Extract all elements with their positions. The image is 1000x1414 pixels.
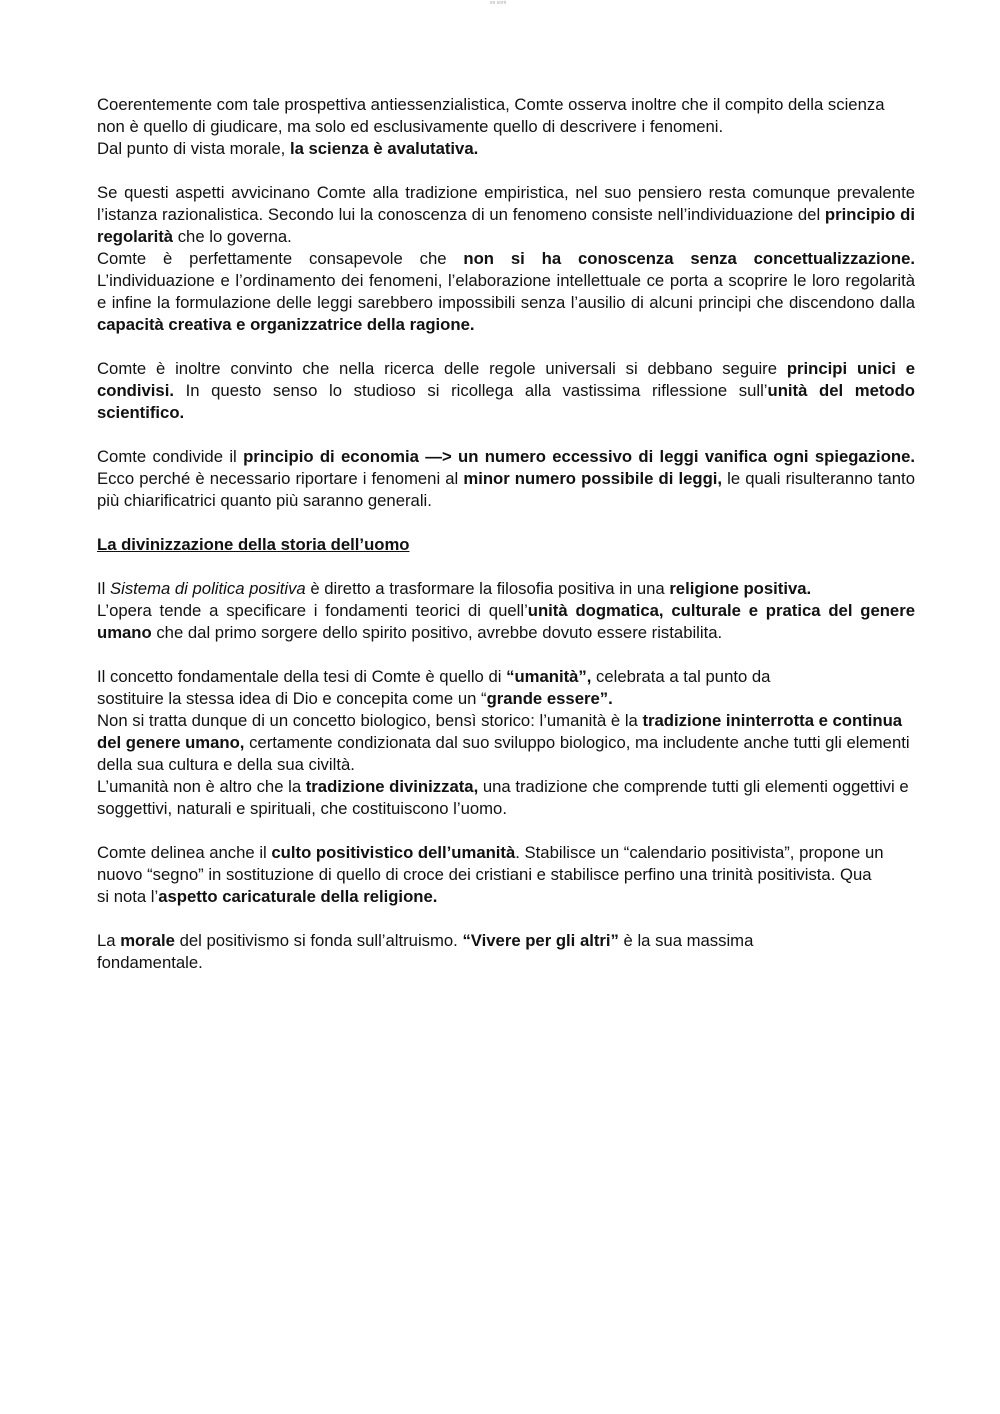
- bold-text-principio-regolarita: principio di regolarità: [97, 205, 915, 246]
- text-run: L’opera tende a specificare i fondamenti teorici di quell’: [97, 601, 528, 620]
- text-run: che dal primo sorgere dello spirito positivo, avrebbe dovuto essere ristabilita.: [151, 623, 723, 642]
- paragraph-principi-unici: [97, 358, 915, 424]
- document-page: [97, 94, 915, 996]
- italic-text-titolo-opera: Sistema di politica positiva: [109, 579, 306, 598]
- bold-text-umanita: “umanità”,: [506, 667, 592, 686]
- text-run: Comte è inoltre convinto che nella ricerca delle regole universali si debbano seguire: [97, 359, 787, 378]
- text-run: Comte condivide il: [97, 447, 244, 466]
- paragraph-scienza-descrittiva: [97, 94, 915, 160]
- text-run: In questo senso lo studioso si ricollega alla vastissima riflessione sull’: [173, 381, 768, 400]
- text-run: le quali risulteranno tanto più chiarificatrici quanto più saranno generali.: [97, 469, 915, 510]
- text-sistema-politica: [97, 578, 915, 600]
- paragraph-umanita: [97, 666, 915, 820]
- text-fondamenti-teorici: [97, 600, 915, 644]
- bold-text-culto-positivistico: culto positivistico dell’umanità: [271, 843, 516, 862]
- bold-text-morale: morale: [120, 931, 175, 950]
- header-mark: ex sorri: [490, 0, 507, 6]
- bold-text-minor-numero-leggi: minor numero possibile di leggi,: [463, 469, 723, 488]
- bold-text-tradizione-divinizzata: tradizione divinizzata,: [305, 777, 479, 796]
- text-run: . Stabilisce un “calendario positivista”, propone un nuovo “segno” in sostituzione di quello di croce dei cristiani e stabilisce perfino una trinità positivista. Qua si nota l’: [97, 843, 884, 906]
- text-run: una tradizione che comprende tutti gli elementi oggettivi e soggettivi, naturali e spirituali, che costituiscono l’uomo.: [97, 777, 909, 818]
- section-heading: La divinizzazione della storia dell’uomo: [97, 535, 410, 554]
- bold-text-grande-essere: grande essere”.: [486, 689, 613, 708]
- text-concetto-umanita: [97, 666, 915, 710]
- text-run: Il: [97, 579, 110, 598]
- text-run: Se questi aspetti avvicinano Comte alla tradizione empiristica, nel suo pensiero resta comunque prevalente l’istanza razionalistica. Secondo lui la conoscenza di un fenomeno consiste nell’individuazione del: [97, 183, 915, 224]
- text-scienza-compito: Coerentemente com tale prospettiva antiessenzialistica, Comte osserva inoltre che il compito della scienza non è quello di giudicare, ma solo ed esclusivamente quello di descrivere i fenomeni.: [97, 95, 885, 136]
- bold-text-concettualizzazione: non si ha conoscenza senza concettualizzazione.: [463, 249, 915, 268]
- text-run: Il concetto fondamentale della tesi di Comte è quello di: [97, 667, 507, 686]
- text-run: Non si tratta dunque di un concetto biologico, bensì storico: l’umanità è la: [97, 711, 643, 730]
- text-run: è la sua massima fondamentale.: [97, 931, 754, 972]
- bold-text-unita-metodo: unità del metodo scientifico.: [97, 381, 915, 422]
- text-concetto-storico: [97, 710, 915, 776]
- text-consapevolezza: [97, 248, 915, 270]
- bold-text-aspetto-caricaturale: aspetto caricaturale della religione.: [158, 887, 438, 906]
- bold-text-capacita-creativa: capacità creativa e organizzatrice della ragione.: [97, 315, 475, 334]
- text-run: Ecco perché è necessario riportare i fenomeni al: [97, 469, 464, 488]
- paragraph-sistema-politica: [97, 578, 915, 644]
- bold-text-principio-economia: principio di economia —> un numero eccessivo di leggi vanifica ogni spiegazione.: [243, 447, 915, 466]
- text-tradizione-empiristica: [97, 182, 915, 248]
- bold-text-tradizione-ininterrotta: tradizione ininterrotta e continua del genere umano,: [97, 711, 903, 752]
- text-run: che lo governa.: [173, 227, 292, 246]
- text-punto-di-vista-morale: [97, 138, 915, 160]
- text-tradizione-divinizzata: [97, 776, 915, 820]
- paragraph-razionalismo: [97, 182, 915, 336]
- text-run: è diretto a trasformare la filosofia positiva in una: [305, 579, 670, 598]
- text-run: del positivismo si fonda sull’altruismo.: [174, 931, 463, 950]
- text-run: Dal punto di vista morale,: [97, 139, 290, 158]
- text-run: L’individuazione e l’ordinamento dei fenomeni, l’elaborazione intellettuale ce porta a scoprire le loro regolarità e infine la formulazione delle leggi sarebbero impossibili senza l’ausilio di alcuni principi che discendono dalla: [97, 271, 915, 312]
- text-run: certamente condizionata dal suo sviluppo biologico, ma includente anche tutti gli elementi della sua cultura e della sua civiltà.: [97, 733, 910, 774]
- bold-text-vivere-per-gli-altri: “Vivere per gli altri”: [462, 931, 619, 950]
- text-run: Comte è perfettamente consapevole che: [97, 249, 464, 268]
- text-ordinamento-fenomeni: [97, 270, 915, 336]
- paragraph-culto-positivistico: [97, 842, 915, 908]
- paragraph-principio-economia: [97, 446, 915, 512]
- text-run: Comte delinea anche il: [97, 843, 272, 862]
- paragraph-morale: [97, 930, 915, 974]
- text-run: celebrata a tal punto da sostituire la stessa idea di Dio e concepita come un “: [97, 667, 771, 708]
- text-run: L’umanità non è altro che la: [97, 777, 306, 796]
- bold-text-principi-unici: principi unici e condivisi.: [97, 359, 915, 400]
- bold-text-unita-dogmatica: unità dogmatica, culturale e pratica del genere umano: [97, 601, 915, 642]
- bold-text-avalutativa: la scienza è avalutativa.: [289, 139, 479, 158]
- text-run: La: [97, 931, 121, 950]
- bold-text-religione-positiva: religione positiva.: [669, 579, 812, 598]
